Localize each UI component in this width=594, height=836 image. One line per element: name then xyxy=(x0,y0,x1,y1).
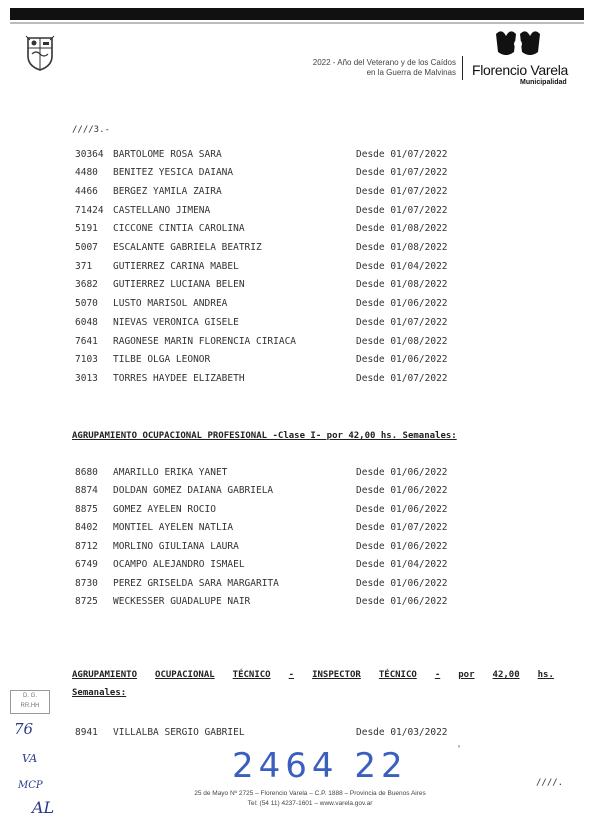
start-date: Desde 01/07/2022 xyxy=(356,149,448,160)
start-date: Desde 01/06/2022 xyxy=(356,298,448,309)
motto-line-2: en la Guerra de Malvinas xyxy=(366,68,456,77)
heading-line-1 xyxy=(72,670,554,680)
heading-word: TÉCNICO xyxy=(378,670,417,680)
heading-word: OCUPACIONAL xyxy=(155,670,215,680)
legajo-number: 30364 xyxy=(75,149,104,160)
heading-word: hs. xyxy=(537,670,554,680)
list1-row xyxy=(75,260,495,274)
legajo-number: 8730 xyxy=(75,578,98,589)
heading-word: AGRUPAMIENTO xyxy=(72,670,138,680)
list2-row xyxy=(75,466,495,480)
scan-top-border xyxy=(10,8,584,20)
start-date: Desde 01/07/2022 xyxy=(356,186,448,197)
start-date: Desde 01/06/2022 xyxy=(356,578,448,589)
heading-word: INSPECTOR xyxy=(312,670,361,680)
municipality-logo xyxy=(466,28,578,88)
header-motto xyxy=(230,58,456,78)
heading-line-2: Semanales: xyxy=(72,688,127,698)
heading-word: - xyxy=(288,670,295,680)
list2-row xyxy=(75,558,495,572)
legajo-number: 4466 xyxy=(75,186,98,197)
employee-name: CASTELLANO JIMENA xyxy=(113,205,211,216)
list2-row xyxy=(75,595,495,609)
employee-name: TILBE OLGA LEONOR xyxy=(113,354,211,365)
start-date: Desde 01/06/2022 xyxy=(356,504,448,515)
list1-row xyxy=(75,335,495,349)
legajo-number: 8941 xyxy=(75,727,98,738)
heading-word: - xyxy=(434,670,441,680)
legajo-number: 5191 xyxy=(75,223,98,234)
list1-row xyxy=(75,148,495,162)
employee-name: TORRES HAYDEE ELIZABETH xyxy=(113,373,245,384)
coat-of-arms-icon xyxy=(24,34,56,72)
legajo-number: 8712 xyxy=(75,541,98,552)
end-marker: ////. xyxy=(536,778,564,788)
list2-row xyxy=(75,521,495,535)
list1-row xyxy=(75,222,495,236)
legajo-number: 371 xyxy=(75,261,93,272)
start-date: Desde 01/03/2022 xyxy=(356,727,448,738)
list2-row xyxy=(75,540,495,554)
logo-name: Florencio Varela xyxy=(471,62,569,78)
list1-row xyxy=(75,204,495,218)
employee-name: ESCALANTE GABRIELA BEATRIZ xyxy=(113,242,262,253)
list1-row xyxy=(75,185,495,199)
handwritten-initials: MCP xyxy=(18,780,43,791)
section-heading-profesional: AGRUPAMIENTO OCUPACIONAL PROFESIONAL -Clase I- por 42,00 hs. Semanales: xyxy=(72,431,457,441)
start-date: Desde 01/04/2022 xyxy=(356,261,448,272)
start-date: Desde 01/06/2022 xyxy=(356,467,448,478)
legajo-number: 4480 xyxy=(75,167,98,178)
employee-name: MONTIEL AYELEN NATLIA xyxy=(113,522,234,533)
legajo-number: 8874 xyxy=(75,485,98,496)
start-date: Desde 01/07/2022 xyxy=(356,522,448,533)
section-heading-tecnico xyxy=(72,670,554,698)
employee-name: LUSTO MARISOL ANDREA xyxy=(113,298,228,309)
employee-name: GUTIERREZ CARINA MABEL xyxy=(113,261,239,272)
heading-word: por xyxy=(458,670,475,680)
legajo-number: 8402 xyxy=(75,522,98,533)
legajo-number: 8680 xyxy=(75,467,98,478)
rrhh-stamp-line-1: D. G. xyxy=(22,693,37,699)
start-date: Desde 01/06/2022 xyxy=(356,596,448,607)
employee-name: OCAMPO ALEJANDRO ISMAEL xyxy=(113,559,245,570)
employee-name: VILLALBA SERGIO GABRIEL xyxy=(113,727,245,738)
list2-row xyxy=(75,503,495,517)
start-date: Desde 01/06/2022 xyxy=(356,354,448,365)
start-date: Desde 01/07/2022 xyxy=(356,167,448,178)
start-date: Desde 01/06/2022 xyxy=(356,541,448,552)
start-date: Desde 01/06/2022 xyxy=(356,485,448,496)
start-date: Desde 01/08/2022 xyxy=(356,223,448,234)
list1-row xyxy=(75,241,495,255)
legajo-number: 7641 xyxy=(75,336,98,347)
start-date: Desde 01/07/2022 xyxy=(356,205,448,216)
employee-name: MORLINO GIULIANA LAURA xyxy=(113,541,239,552)
list1-row xyxy=(75,297,495,311)
header-divider xyxy=(462,56,463,80)
list1-row xyxy=(75,316,495,330)
start-date: Desde 01/08/2022 xyxy=(356,279,448,290)
employee-name: CICCONE CINTIA CAROLINA xyxy=(113,223,245,234)
heading-word: TÉCNICO xyxy=(232,670,271,680)
motto-line-1: 2022 - Año del Veterano y de los Caídos xyxy=(312,58,456,67)
handwritten-initials: VA xyxy=(22,752,38,765)
employee-name: BENITEZ YESICA DAIANA xyxy=(113,167,234,178)
legajo-number: 8725 xyxy=(75,596,98,607)
legajo-number: 5007 xyxy=(75,242,98,253)
employee-name: DOLDAN GOMEZ DAIANA GABRIELA xyxy=(113,485,274,496)
footer-contact: Tel: (54 11) 4237-1601 – www.varela.gov.ar xyxy=(247,800,373,807)
employee-name: BARTOLOME ROSA SARA xyxy=(113,149,222,160)
legajo-number: 6048 xyxy=(75,317,98,328)
legajo-number: 5070 xyxy=(75,298,98,309)
start-date: Desde 01/04/2022 xyxy=(356,559,448,570)
list1-row xyxy=(75,353,495,367)
logo-subtitle: Municipalidad xyxy=(520,79,567,86)
employee-name: BERGEZ YAMILA ZAIRA xyxy=(113,186,222,197)
legajo-number: 71424 xyxy=(75,205,104,216)
list3-row xyxy=(75,726,495,740)
employee-name: NIEVAS VERONICA GISELE xyxy=(113,317,239,328)
handwritten-initials: 76 xyxy=(14,720,34,738)
legajo-number: 6749 xyxy=(75,559,98,570)
heading-word: 42,00 xyxy=(492,670,520,680)
legajo-number: 3682 xyxy=(75,279,98,290)
footer xyxy=(150,789,470,809)
page-reference: ////3.- xyxy=(72,125,110,135)
list2-row xyxy=(75,484,495,498)
employee-name: WECKESSER GUADALUPE NAIR xyxy=(113,596,251,607)
legajo-number: 7103 xyxy=(75,354,98,365)
employee-name: AMARILLO ERIKA YANET xyxy=(113,467,228,478)
start-date: Desde 01/08/2022 xyxy=(356,336,448,347)
scan-mark: ' xyxy=(456,744,463,755)
employee-name: RAGONESE MARIN FLORENCIA CIRIACA xyxy=(113,336,297,347)
footer-address: 25 de Mayo Nº 2725 – Florencio Varela – C.P. 1888 – Provincia de Buenos Aires xyxy=(194,790,426,797)
legajo-number: 3013 xyxy=(75,373,98,384)
list1-row xyxy=(75,278,495,292)
list1-row xyxy=(75,166,495,180)
start-date: Desde 01/07/2022 xyxy=(356,373,448,384)
start-date: Desde 01/07/2022 xyxy=(356,317,448,328)
employee-name: GUTIERREZ LUCIANA BELEN xyxy=(113,279,245,290)
employee-name: PEREZ GRISELDA SARA MARGARITA xyxy=(113,578,279,589)
rrhh-stamp-line-2: RR.HH xyxy=(20,703,40,709)
list2-row xyxy=(75,577,495,591)
handwritten-initials: AL xyxy=(32,798,55,817)
list1-row xyxy=(75,372,495,386)
employee-name: GOMEZ AYELEN ROCIO xyxy=(113,504,216,515)
legajo-number: 8875 xyxy=(75,504,98,515)
resolution-number-stamp: 2464 22 xyxy=(232,746,408,786)
start-date: Desde 01/08/2022 xyxy=(356,242,448,253)
rrhh-stamp xyxy=(10,690,50,714)
scan-artifact-line xyxy=(10,22,584,24)
florencio-varela-logo-icon xyxy=(492,28,548,62)
